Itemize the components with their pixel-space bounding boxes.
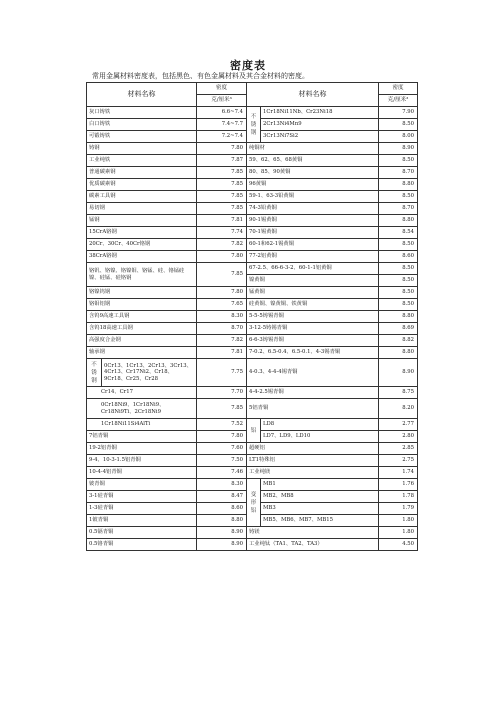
left-density-cell: 7.85 bbox=[197, 263, 247, 287]
left-density-cell: 7.85 bbox=[197, 399, 247, 419]
table-row bbox=[87, 107, 418, 119]
table-row bbox=[87, 335, 418, 347]
left-name-cell: 轴承钢 bbox=[87, 347, 197, 359]
left-density-cell: 7.82 bbox=[197, 239, 247, 251]
left-density-cell: 7.82 bbox=[197, 335, 247, 347]
header-unit-left: 克/厘米³ bbox=[197, 95, 247, 107]
right-name-cell: 超硬铝 bbox=[247, 443, 379, 455]
left-density-cell: 7.46 bbox=[197, 467, 247, 479]
left-density-cell: 7.52 bbox=[197, 419, 247, 431]
left-name-cell: 铬钒、铬镍、铬镍钼、铬锰、硅、铬锰硅镍、硅锰、硅铬钢 bbox=[87, 263, 197, 287]
left-name-cell: 工业纯铁 bbox=[87, 155, 197, 167]
page-title: 密度表 bbox=[230, 59, 266, 72]
header-density-right: 密度 bbox=[379, 83, 418, 95]
table-row bbox=[87, 215, 418, 227]
right-density-cell: 8.80 bbox=[379, 179, 418, 191]
table-row bbox=[87, 323, 418, 335]
right-density-cell: 1.74 bbox=[379, 467, 418, 479]
right-density-cell: 8.75 bbox=[379, 387, 418, 399]
right-density-cell: 8.90 bbox=[379, 143, 418, 155]
stainless-label-right: 不锈钢 bbox=[247, 107, 261, 143]
right-name-cell: 5铝青铜 bbox=[247, 399, 379, 419]
left-name-cell: 0Cr18Ni9、1Cr18Ni9、Cr18Ni9Ti、2Cr18Ni9 bbox=[87, 399, 197, 419]
left-name-cell: 铬镍钨钢 bbox=[87, 287, 197, 299]
density-table bbox=[86, 82, 418, 551]
table-row bbox=[87, 143, 418, 155]
right-name-cell: MB1 bbox=[261, 479, 379, 491]
right-name-cell: 锰黄铜 bbox=[247, 287, 379, 299]
left-name-cell: 38CrA铬钢 bbox=[87, 251, 197, 263]
table-row bbox=[87, 467, 418, 479]
right-name-cell: 74-3铅黄铜 bbox=[247, 203, 379, 215]
left-name-cell: 白口铸铁 bbox=[87, 119, 197, 131]
left-name-cell: 7铝青铜 bbox=[87, 431, 197, 443]
left-density-cell: 8.90 bbox=[197, 527, 247, 539]
table-row bbox=[87, 167, 418, 179]
right-density-cell: 8.20 bbox=[379, 399, 418, 419]
right-density-cell: 8.82 bbox=[379, 335, 418, 347]
table-row bbox=[87, 287, 418, 299]
left-name-cell: 19-2铝青铜 bbox=[87, 443, 197, 455]
right-density-cell: 1.76 bbox=[379, 479, 418, 491]
right-name-cell: 90-1锡黄铜 bbox=[247, 215, 379, 227]
left-density-cell: 7.65 bbox=[197, 299, 247, 311]
right-name-cell: 4-4-2.5锡青铜 bbox=[247, 387, 379, 399]
left-density-cell: 8.60 bbox=[197, 503, 247, 515]
aluminum-label: 铝 bbox=[247, 419, 261, 443]
table-row bbox=[87, 155, 418, 167]
right-name-cell: 3Cr13Ni7Si2 bbox=[261, 131, 379, 143]
table-row bbox=[87, 347, 418, 359]
right-density-cell: 7.90 bbox=[379, 107, 418, 119]
left-name-cell: 1铍青铜 bbox=[87, 515, 197, 527]
left-name-cell: 灰口铸铁 bbox=[87, 107, 197, 119]
deform-mg-label: 变形铝 bbox=[247, 479, 261, 527]
table-row bbox=[87, 387, 418, 399]
right-density-cell: 8.50 bbox=[379, 287, 418, 299]
table-row bbox=[87, 239, 418, 251]
right-density-cell: 8.70 bbox=[379, 167, 418, 179]
left-name-cell: 可锻铸铁 bbox=[87, 131, 197, 143]
left-name-cell: 0.5铬青铜 bbox=[87, 539, 197, 551]
left-name-cell: 碳素工具钢 bbox=[87, 191, 197, 203]
header-unit-right: 克/厘米³ bbox=[379, 95, 418, 107]
right-density-cell: 8.50 bbox=[379, 299, 418, 311]
right-density-cell: 8.54 bbox=[379, 227, 418, 239]
left-name-cell: 高强度合金钢 bbox=[87, 335, 197, 347]
left-density-cell: 7.70 bbox=[197, 387, 247, 399]
right-name-cell: LT1特殊铝 bbox=[247, 455, 379, 467]
right-density-cell: 8.90 bbox=[379, 359, 418, 387]
left-name-cell: 铍青铜 bbox=[87, 479, 197, 491]
right-density-cell: 8.80 bbox=[379, 215, 418, 227]
left-name-cell: 含钨18高速工具钢 bbox=[87, 323, 197, 335]
left-density-cell: 7.80 bbox=[197, 143, 247, 155]
right-density-cell: 8.00 bbox=[379, 131, 418, 143]
table-row bbox=[87, 311, 418, 323]
right-name-cell: 4-0.3、4-4-4锡青铜 bbox=[247, 359, 379, 387]
right-name-cell: MB2、MB8 bbox=[261, 491, 379, 503]
right-name-cell: 67-2.5、66-6-3-2、60-1-1铝黄铜 bbox=[247, 263, 379, 275]
left-name-cell: 含钨9高速工具钢 bbox=[87, 311, 197, 323]
table-row bbox=[87, 359, 418, 387]
left-name-cell: 普通碳素钢 bbox=[87, 167, 197, 179]
right-density-cell: 2.80 bbox=[379, 431, 418, 443]
left-density-cell: 8.80 bbox=[197, 515, 247, 527]
header-row bbox=[87, 83, 418, 95]
right-density-cell: 1.80 bbox=[379, 515, 418, 527]
left-name-cell: 铸钢 bbox=[87, 143, 197, 155]
table-row bbox=[87, 251, 418, 263]
left-density-cell: 7.50 bbox=[197, 455, 247, 467]
left-name-cell: 20Cr、30Cr、40Cr铬钢 bbox=[87, 239, 197, 251]
left-density-cell: 7.4~7.7 bbox=[197, 119, 247, 131]
left-density-cell: 8.90 bbox=[197, 539, 247, 551]
left-name-cell: 0.5镉青铜 bbox=[87, 527, 197, 539]
right-name-cell: 60-1和62-1锡黄铜 bbox=[247, 239, 379, 251]
right-name-cell: 96黄铜 bbox=[247, 179, 379, 191]
right-name-cell: 77-2铝黄铜 bbox=[247, 251, 379, 263]
right-name-cell: LD8 bbox=[261, 419, 379, 431]
right-name-cell: LD7、LD9、LD10 bbox=[261, 431, 379, 443]
left-name-cell: 0Cr13、1Cr13、2Cr13、3Cr13、4Cr13、Cr17Ni2、Cr18、9Cr18、Cr25、Cr28 bbox=[104, 362, 192, 382]
right-name-cell: 镍黄铜 bbox=[247, 275, 379, 287]
table-row bbox=[87, 539, 418, 551]
right-density-cell: 8.69 bbox=[379, 323, 418, 335]
header-density-left: 密度 bbox=[197, 83, 247, 95]
right-density-cell: 8.50 bbox=[379, 119, 418, 131]
left-name-cell: 1-3硅青铜 bbox=[87, 503, 197, 515]
table-row bbox=[87, 399, 418, 419]
left-density-cell: 8.30 bbox=[197, 479, 247, 491]
left-density-cell: 8.70 bbox=[197, 323, 247, 335]
table-row bbox=[87, 527, 418, 539]
left-density-cell: 7.2~7.4 bbox=[197, 131, 247, 143]
left-density-cell: 7.80 bbox=[197, 251, 247, 263]
right-density-cell: 8.80 bbox=[379, 347, 418, 359]
right-density-cell: 8.50 bbox=[379, 155, 418, 167]
right-density-cell: 1.78 bbox=[379, 491, 418, 503]
left-name-cell: 10-4-4铝青铜 bbox=[87, 467, 197, 479]
left-density-cell: 7.60 bbox=[197, 443, 247, 455]
right-name-cell: 7-0.2、6.5-0.4、6.5-0.1、4-3锡青铜 bbox=[247, 347, 379, 359]
left-name-cell: 9-4、10-3-1.5铝青铜 bbox=[87, 455, 197, 467]
left-density-cell: 6.6~7.4 bbox=[197, 107, 247, 119]
table-row bbox=[87, 191, 418, 203]
left-density-cell: 8.30 bbox=[197, 311, 247, 323]
right-name-cell: 2Cr13Ni4Mn9 bbox=[261, 119, 379, 131]
right-density-cell: 2.85 bbox=[379, 443, 418, 455]
left-name-cell: 3-1硅青铜 bbox=[87, 491, 197, 503]
table-row bbox=[87, 203, 418, 215]
right-name-cell: 工业纯镁 bbox=[247, 467, 379, 479]
right-density-cell: 2.77 bbox=[379, 419, 418, 431]
right-density-cell: 8.60 bbox=[379, 251, 418, 263]
table-row bbox=[87, 479, 418, 491]
right-density-cell: 2.75 bbox=[379, 455, 418, 467]
table-row bbox=[87, 419, 418, 431]
right-name-cell: MB5、MB6、MB7、MB15 bbox=[261, 515, 379, 527]
left-density-cell: 7.87 bbox=[197, 155, 247, 167]
right-density-cell: 8.80 bbox=[379, 311, 418, 323]
right-name-cell: 59-1、63-3铅黄铜 bbox=[247, 191, 379, 203]
right-name-cell: 6-6-3铸锡青铜 bbox=[247, 335, 379, 347]
table-row bbox=[87, 443, 418, 455]
header-name-right: 材料名称 bbox=[247, 83, 379, 107]
left-name-cell: 15CrA铬钢 bbox=[87, 227, 197, 239]
right-name-cell: 5-5-5铸锡青铜 bbox=[247, 311, 379, 323]
right-density-cell: 8.50 bbox=[379, 239, 418, 251]
stainless-label-left: 不锈钢 bbox=[87, 359, 102, 386]
left-density-cell: 7.75 bbox=[197, 359, 247, 387]
table-row bbox=[87, 299, 418, 311]
left-density-cell: 7.80 bbox=[197, 431, 247, 443]
right-name-cell: 纯铜材 bbox=[247, 143, 379, 155]
right-density-cell: 8.50 bbox=[379, 263, 418, 275]
left-name-cell: 易切钢 bbox=[87, 203, 197, 215]
right-name-cell: 59、62、65、68黄铜 bbox=[247, 155, 379, 167]
left-density-cell: 7.81 bbox=[197, 347, 247, 359]
left-name-cell: 1Cr18Ni11Si4AlTi bbox=[87, 419, 197, 431]
right-name-cell: 铸镁 bbox=[247, 527, 379, 539]
left-name-cell: 优质碳素钢 bbox=[87, 179, 197, 191]
left-density-cell: 7.80 bbox=[197, 287, 247, 299]
left-density-cell: 7.85 bbox=[197, 203, 247, 215]
table-row bbox=[87, 263, 418, 275]
left-density-cell: 7.85 bbox=[197, 191, 247, 203]
right-density-cell: 8.70 bbox=[379, 203, 418, 215]
left-density-cell: 7.81 bbox=[197, 215, 247, 227]
table-row bbox=[87, 227, 418, 239]
right-density-cell: 8.50 bbox=[379, 275, 418, 287]
left-name-cell: Cr14、Cr17 bbox=[87, 387, 197, 399]
right-name-cell: 70-1锡黄铜 bbox=[247, 227, 379, 239]
right-name-cell: 1Cr18Ni11Nb、Cr23Ni18 bbox=[261, 107, 379, 119]
left-density-cell: 7.74 bbox=[197, 227, 247, 239]
page-subtitle: 常用金属材料密度表，包括黑色、有色金属材料及其合金材料的密度。 bbox=[92, 72, 309, 80]
right-density-cell: 1.80 bbox=[379, 527, 418, 539]
right-name-cell: 工业纯钛（TA1、TA2、TA3） bbox=[247, 539, 379, 551]
left-name-cell: 铬钼铝钢 bbox=[87, 299, 197, 311]
left-density-cell: 8.47 bbox=[197, 491, 247, 503]
right-density-cell: 1.79 bbox=[379, 503, 418, 515]
right-name-cell: 80、85、90黄铜 bbox=[247, 167, 379, 179]
right-name-cell: 硅黄铜、镍黄铜、铁黄铜 bbox=[247, 299, 379, 311]
right-name-cell: 3-12-5铸锡青铜 bbox=[247, 323, 379, 335]
left-stainless-group bbox=[87, 359, 197, 387]
table-row bbox=[87, 179, 418, 191]
left-name-cell: 锰钢 bbox=[87, 215, 197, 227]
header-name-left: 材料名称 bbox=[87, 83, 197, 107]
table-row bbox=[87, 455, 418, 467]
left-density-cell: 7.85 bbox=[197, 179, 247, 191]
right-density-cell: 8.50 bbox=[379, 191, 418, 203]
right-name-cell: MB3 bbox=[261, 503, 379, 515]
left-density-cell: 7.85 bbox=[197, 167, 247, 179]
right-density-cell: 4.50 bbox=[379, 539, 418, 551]
